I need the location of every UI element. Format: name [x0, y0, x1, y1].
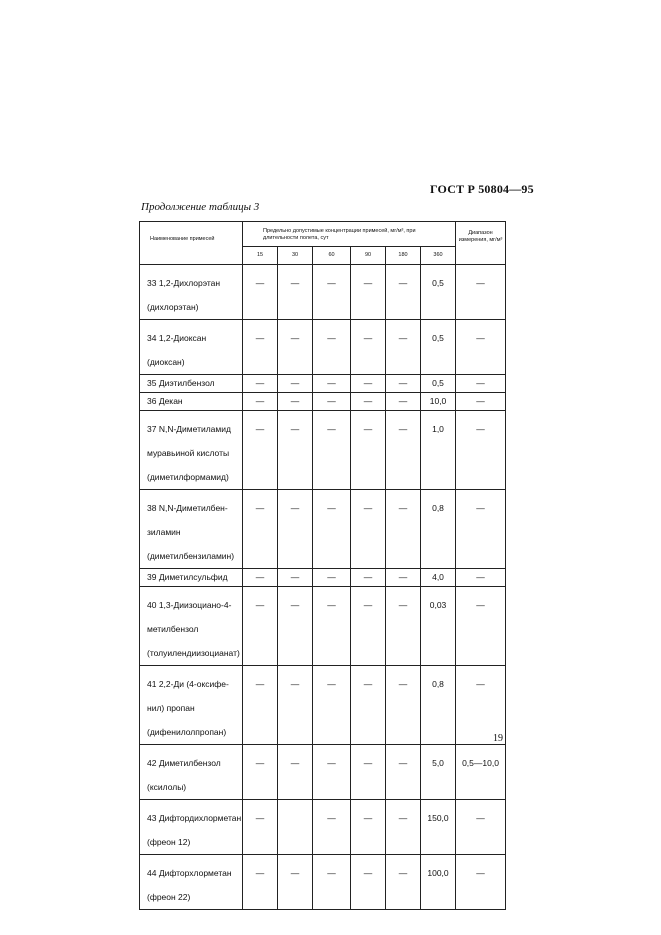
concentration-cell: —: [386, 375, 421, 393]
impurity-name-line: зиламин: [147, 527, 181, 537]
impurity-name-line: 35 Диэтилбензол: [147, 378, 215, 388]
measurement-range-cell: —: [456, 393, 506, 411]
concentration-cell: —: [351, 411, 386, 490]
concentration-cell: —: [386, 320, 421, 375]
concentration-cell: —: [386, 745, 421, 800]
standard-number: ГОСТ Р 50804—95: [430, 182, 534, 196]
concentration-cell: —: [313, 411, 351, 490]
impurity-name-line: (фреон 12): [147, 837, 191, 847]
table-row: [140, 666, 506, 745]
table-row: [140, 393, 506, 411]
concentration-cell: —: [243, 393, 278, 411]
concentration-cell: —: [386, 393, 421, 411]
duration-header-30: 30: [278, 247, 313, 265]
concentration-cell: —: [313, 375, 351, 393]
header-measurement-range: Диапазон измерения, мг/м³: [456, 222, 506, 265]
impurity-name-line: 33 1,2-Дихлорэтан: [147, 278, 221, 288]
impurity-name-line: нил) пропан: [147, 703, 195, 713]
concentration-360-cell: 1,0: [421, 411, 456, 490]
measurement-range-cell: —: [456, 666, 506, 745]
impurity-name-line: 36 Декан: [147, 396, 183, 406]
concentration-cell: —: [278, 855, 313, 910]
concentration-cell: —: [313, 800, 351, 855]
concentration-cell: —: [243, 745, 278, 800]
concentration-360-cell: 5,0: [421, 745, 456, 800]
concentration-cell: —: [278, 666, 313, 745]
table-body: [140, 265, 506, 910]
impurity-name-line: 44 Дифторхлорметан: [147, 868, 232, 878]
table-row: [140, 569, 506, 587]
concentration-cell: —: [243, 411, 278, 490]
page-number: 19: [493, 733, 503, 744]
impurity-name-line: (ксилолы): [147, 782, 187, 792]
concentration-cell: —: [278, 265, 313, 320]
impurity-name-cell: [140, 666, 243, 745]
impurity-name-line: 38 N,N-Диметилбен-: [147, 503, 228, 513]
concentration-cell: [278, 800, 313, 855]
impurity-name-cell: [140, 411, 243, 490]
measurement-range-cell: —: [456, 800, 506, 855]
measurement-range-cell: —: [456, 569, 506, 587]
duration-header-90: 90: [351, 247, 386, 265]
concentration-cell: —: [243, 855, 278, 910]
concentration-cell: —: [243, 666, 278, 745]
impurity-name-line: 40 1,3-Диизоциано-4-: [147, 600, 232, 610]
impurity-name-line: (дихлорэтан): [147, 302, 199, 312]
concentration-360-cell: 0,8: [421, 666, 456, 745]
measurement-range-cell: 0,5—10,0: [456, 745, 506, 800]
concentration-cell: —: [351, 490, 386, 569]
concentration-360-cell: 150,0: [421, 800, 456, 855]
measurement-range-cell: —: [456, 375, 506, 393]
measurement-range-cell: —: [456, 320, 506, 375]
impurity-name-line: (диоксан): [147, 357, 185, 367]
concentration-360-cell: 0,5: [421, 320, 456, 375]
impurity-name-cell: [140, 800, 243, 855]
impurities-table: [139, 221, 506, 910]
concentration-cell: —: [351, 587, 386, 666]
measurement-range-cell: —: [456, 265, 506, 320]
impurity-name-cell: [140, 490, 243, 569]
table-row: [140, 745, 506, 800]
concentration-cell: —: [313, 569, 351, 587]
impurity-name-cell: [140, 855, 243, 910]
concentration-cell: —: [351, 855, 386, 910]
impurity-name-line: муравьиной кислоты: [147, 448, 230, 458]
concentration-cell: —: [278, 375, 313, 393]
concentration-cell: —: [313, 490, 351, 569]
impurity-name-cell: [140, 569, 243, 587]
concentration-cell: —: [313, 265, 351, 320]
concentration-cell: —: [243, 320, 278, 375]
concentration-360-cell: 0,5: [421, 375, 456, 393]
table-row: [140, 265, 506, 320]
concentration-360-cell: 100,0: [421, 855, 456, 910]
impurity-name-line: 41 2,2-Ди (4-оксифе-: [147, 679, 229, 689]
concentration-cell: —: [351, 375, 386, 393]
impurity-name-line: метилбензол: [147, 624, 199, 634]
table-continuation-caption: Продолжение таблицы 3: [141, 201, 260, 213]
impurity-name-cell: [140, 265, 243, 320]
concentration-cell: —: [313, 393, 351, 411]
table-row: [140, 320, 506, 375]
concentration-cell: —: [351, 800, 386, 855]
table-row: [140, 375, 506, 393]
concentration-cell: —: [313, 587, 351, 666]
concentration-cell: —: [386, 855, 421, 910]
duration-header-180: 180: [386, 247, 421, 265]
concentration-360-cell: 4,0: [421, 569, 456, 587]
duration-header-360: 360: [421, 247, 456, 265]
concentration-cell: —: [243, 800, 278, 855]
impurity-name-line: 34 1,2-Диоксан: [147, 333, 207, 343]
impurity-name-line: (толуилендиизоцианат): [147, 648, 240, 658]
concentration-cell: —: [278, 320, 313, 375]
concentration-cell: —: [386, 411, 421, 490]
concentration-cell: —: [351, 265, 386, 320]
concentration-cell: —: [386, 265, 421, 320]
header-concentration: Предельно допустимые концентрации примесей, мг/м³, при длительности полета, сут: [243, 222, 456, 247]
concentration-360-cell: 0,8: [421, 490, 456, 569]
measurement-range-cell: —: [456, 587, 506, 666]
measurement-range-cell: —: [456, 855, 506, 910]
table-row: [140, 490, 506, 569]
concentration-cell: —: [313, 745, 351, 800]
impurity-name-cell: [140, 587, 243, 666]
table-row: [140, 587, 506, 666]
impurity-name-line: (диметилформамид): [147, 472, 229, 482]
duration-header-60: 60: [313, 247, 351, 265]
impurity-name-line: 42 Диметилбензол: [147, 758, 221, 768]
concentration-cell: —: [278, 569, 313, 587]
concentration-360-cell: 0,03: [421, 587, 456, 666]
duration-header-15: 15: [243, 247, 278, 265]
concentration-cell: —: [351, 666, 386, 745]
concentration-cell: —: [278, 745, 313, 800]
measurement-range-cell: —: [456, 411, 506, 490]
impurity-name-cell: [140, 320, 243, 375]
concentration-cell: —: [386, 587, 421, 666]
concentration-cell: —: [243, 265, 278, 320]
measurement-range-cell: —: [456, 490, 506, 569]
impurity-name-line: (диметилбензиламин): [147, 551, 235, 561]
concentration-cell: —: [243, 490, 278, 569]
concentration-cell: —: [278, 490, 313, 569]
concentration-cell: —: [351, 320, 386, 375]
concentration-cell: —: [278, 393, 313, 411]
concentration-cell: —: [313, 320, 351, 375]
concentration-cell: —: [351, 569, 386, 587]
concentration-cell: —: [313, 666, 351, 745]
concentration-cell: —: [243, 587, 278, 666]
concentration-cell: —: [386, 569, 421, 587]
concentration-cell: —: [243, 375, 278, 393]
concentration-cell: —: [313, 855, 351, 910]
impurity-name-line: (дифенилолпропан): [147, 727, 227, 737]
table-row: [140, 855, 506, 910]
concentration-cell: —: [278, 411, 313, 490]
impurity-name-cell: [140, 745, 243, 800]
header-impurity-name: Наименование примесей: [140, 222, 243, 265]
concentration-360-cell: 10,0: [421, 393, 456, 411]
concentration-cell: —: [278, 587, 313, 666]
impurity-name-cell: [140, 393, 243, 411]
impurity-name-line: 43 Дифтордихлорметан: [147, 813, 242, 823]
impurity-name-line: (фреон 22): [147, 892, 191, 902]
concentration-360-cell: 0,5: [421, 265, 456, 320]
table-row: [140, 411, 506, 490]
concentration-cell: —: [351, 393, 386, 411]
impurity-name-line: 37 N,N-Диметиламид: [147, 424, 231, 434]
concentration-cell: —: [386, 666, 421, 745]
impurity-name-line: 39 Диметилсульфид: [147, 572, 228, 582]
concentration-cell: —: [386, 800, 421, 855]
concentration-cell: —: [351, 745, 386, 800]
concentration-cell: —: [386, 490, 421, 569]
concentration-cell: —: [243, 569, 278, 587]
table-row: [140, 800, 506, 855]
impurity-name-cell: [140, 375, 243, 393]
